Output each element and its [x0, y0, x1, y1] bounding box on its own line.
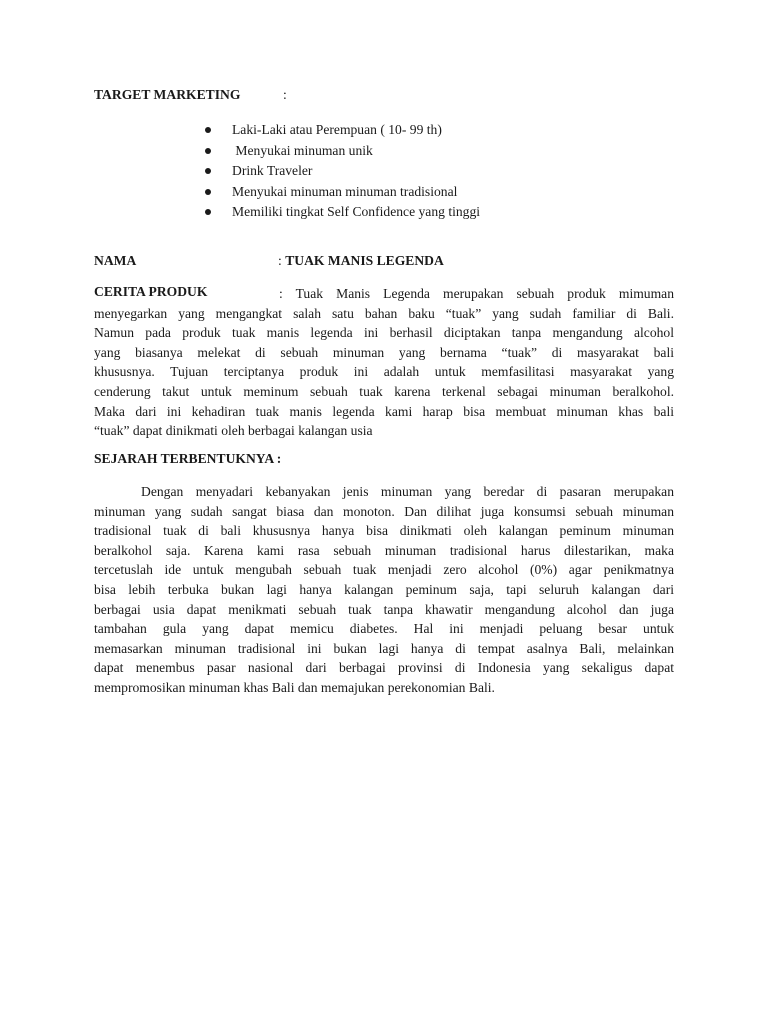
paragraph-line: beralkohol saja. Karena kami rasa sebuah minuman tradisional harus dilestarikan, maka [94, 542, 674, 558]
bullet-icon [205, 168, 211, 174]
list-item [202, 182, 458, 203]
paragraph-line: bisa lebih terbuka bukan lagi hanya kalangan peminum saja, tapi seluruh kalangan dari [94, 581, 674, 597]
list-item-text: Laki-Laki atau Perempuan ( 10- 99 th) [232, 122, 442, 137]
list-item-text: Menyukai minuman minuman tradisional [232, 183, 458, 199]
cerita-produk-paragraph [94, 284, 674, 441]
nama-row-value [278, 253, 444, 269]
target-marketing-heading: TARGET MARKETING [94, 87, 241, 102]
paragraph-line: tercetuslah ide untuk mengubah sebuah tuak menjadi zero alcohol (0%) agar penikmatnya [94, 562, 674, 578]
list-item-text: Memiliki tingkat Self Confidence yang tinggi [232, 204, 481, 219]
paragraph-line: cenderung takut untuk meminum sebuah tuak karena terkenal sebagai minuman beralkohol. [94, 383, 674, 399]
paragraph-line: “tuak” dapat dinikmati oleh berbagai kalangan usia [94, 423, 373, 439]
paragraph-line: yang biasanya melekat di sebuah minuman yang bernama “tuak” di masyarakat bali [94, 344, 674, 360]
paragraph-line: menyegarkan yang mengangkat salah satu bahan baku “tuak” yang sudah familiar di Bali. [94, 305, 674, 321]
target-marketing-list [202, 120, 481, 223]
nama-colon: : [278, 253, 282, 268]
bullet-icon [205, 127, 211, 133]
paragraph-line: dapat menembus pasar nasional dari berbagai provinsi di Indonesia yang sekaligus dapat [94, 660, 674, 676]
list-item [202, 161, 313, 182]
bullet-icon [205, 189, 211, 195]
paragraph-line: Maka dari ini kehadiran tuak manis legenda kami harap bisa membuat minuman khas bali [94, 403, 674, 419]
paragraph-line: minuman yang sudah sangat biasa dan monoton. Dan dilihat juga konsumsi sebuah minuman [94, 503, 674, 519]
list-item-text: Menyukai minuman unik [232, 142, 373, 158]
product-name: TUAK MANIS LEGENDA [285, 253, 444, 268]
target-marketing-colon: : [283, 87, 287, 102]
paragraph-line: tambahan gula yang dapat memicu diabetes. Hal ini menjadi peluang besar untuk [94, 621, 674, 637]
paragraph-line: : Tuak Manis Legenda merupakan sebuah produk mimuman [279, 286, 674, 301]
bullet-icon [205, 148, 211, 154]
paragraph-line: Dengan menyadari kebanyakan jenis minuman yang beredar di pasaran merupakan [141, 484, 674, 499]
paragraph-line: tradisional tuak di bali khususnya hanya bisa dinikmati oleh kalangan peminum minuman [94, 523, 674, 539]
paragraph-line: Namun pada produk tuak manis legenda ini berhasil diciptakan tanpa mengandung alcohol [94, 325, 674, 341]
paragraph-line: memasarkan minuman tradisional ini bukan lagi hanya di tempat asalnya Bali, melainkan [94, 640, 674, 656]
paragraph-line: khususnya. Tujuan terciptanya produk ini adalah untuk memfasilitasi masyarakat yang [94, 364, 674, 380]
cerita-produk-heading: CERITA PRODUK [94, 284, 208, 299]
list-item [202, 141, 373, 162]
sejarah-heading: SEJARAH TERBENTUKNYA : [94, 451, 282, 466]
list-item [202, 120, 442, 141]
list-item-text: Drink Traveler [232, 163, 313, 178]
paragraph-line: mempromosikan minuman khas Bali dan memajukan perekonomian Bali. [94, 679, 495, 695]
nama-heading: NAMA [94, 253, 137, 268]
paragraph-line: berbagai usia dapat menikmati sebuah tuak tanpa khawatir mengandung alcohol dan juga [94, 601, 674, 617]
sejarah-paragraph [94, 482, 674, 698]
bullet-icon [205, 209, 211, 215]
list-item [202, 202, 481, 223]
